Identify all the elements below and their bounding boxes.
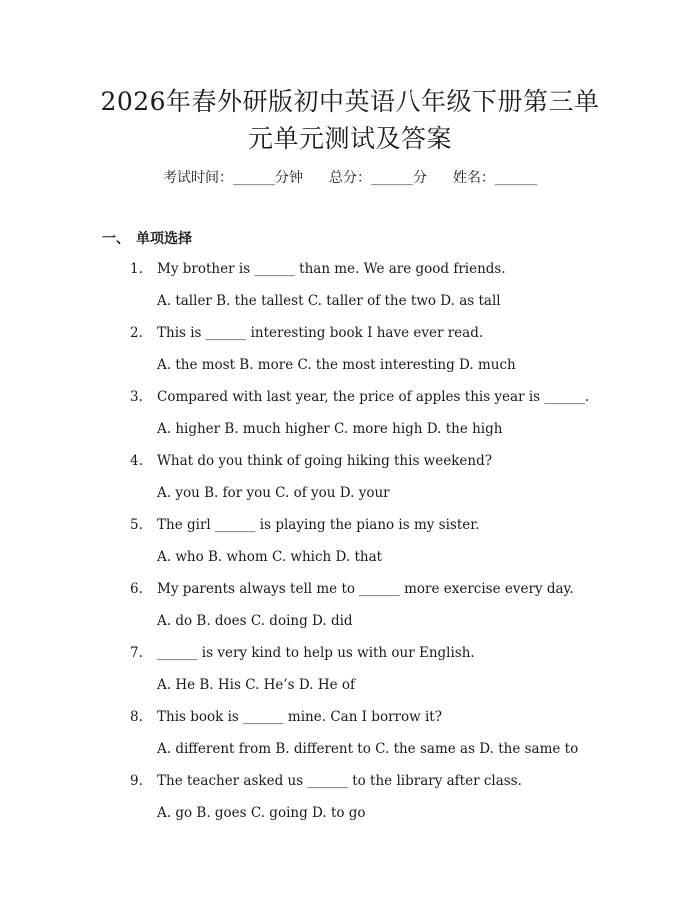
- document-title-line-2: 元单元测试及答案: [247, 124, 452, 153]
- question-number: 7.: [130, 645, 143, 661]
- question-8: [130, 707, 442, 727]
- question-7: [130, 643, 475, 663]
- question-1-options: A. taller B. the tallest C. taller of the two D. as tall: [157, 293, 501, 309]
- question-8-options: A. different from B. different to C. the same as D. the same to: [157, 741, 579, 757]
- question-number: 3.: [130, 389, 143, 405]
- question-text: ______ is very kind to help us with our English.: [157, 645, 475, 661]
- document-title-line-1: 2026年春外研版初中英语八年级下册第三单: [100, 87, 600, 116]
- question-4-options: A. you B. for you C. of you D. your: [157, 485, 390, 501]
- question-4: [130, 451, 492, 471]
- question-number: 8.: [130, 709, 143, 725]
- question-3: [130, 387, 589, 407]
- section-label: 单项选择: [136, 231, 192, 247]
- exam-score: 总分：______分: [329, 170, 427, 186]
- question-text: What do you think of going hiking this weekend?: [157, 453, 492, 469]
- question-text: The teacher asked us ______ to the library after class.: [157, 773, 522, 789]
- student-name: 姓名：______: [453, 170, 537, 186]
- question-number: 2.: [130, 325, 143, 341]
- question-6-options: A. do B. does C. doing D. did: [157, 613, 353, 629]
- question-6: [130, 579, 574, 599]
- question-7-options: A. He B. His C. He’s D. He of: [157, 677, 356, 693]
- section-heading: [102, 229, 192, 249]
- section-number: 一、: [102, 231, 130, 247]
- question-5: [130, 515, 480, 535]
- question-text: Compared with last year, the price of apples this year is ______.: [157, 389, 590, 405]
- question-number: 1.: [130, 261, 143, 277]
- question-number: 5.: [130, 517, 143, 533]
- question-number: 9.: [130, 773, 143, 789]
- question-text: This is ______ interesting book I have ever read.: [157, 325, 484, 341]
- question-number: 4.: [130, 453, 143, 469]
- question-9: [130, 771, 522, 791]
- question-9-options: A. go B. goes C. going D. to go: [157, 805, 366, 821]
- exam-time: 考试时间：______分钟: [163, 170, 303, 186]
- exam-meta: [0, 168, 700, 188]
- question-text: My brother is ______ than me. We are good friends.: [157, 261, 506, 277]
- question-text: My parents always tell me to ______ more exercise every day.: [157, 581, 574, 597]
- question-2: [130, 323, 483, 343]
- question-1: [130, 259, 506, 279]
- question-text: The girl ______ is playing the piano is my sister.: [157, 517, 480, 533]
- question-3-options: A. higher B. much higher C. more high D. the high: [157, 421, 503, 437]
- question-5-options: A. who B. whom C. which D. that: [157, 549, 383, 565]
- question-text: This book is ______ mine. Can I borrow it?: [157, 709, 442, 725]
- question-number: 6.: [130, 581, 143, 597]
- question-2-options: A. the most B. more C. the most interesting D. much: [157, 357, 516, 373]
